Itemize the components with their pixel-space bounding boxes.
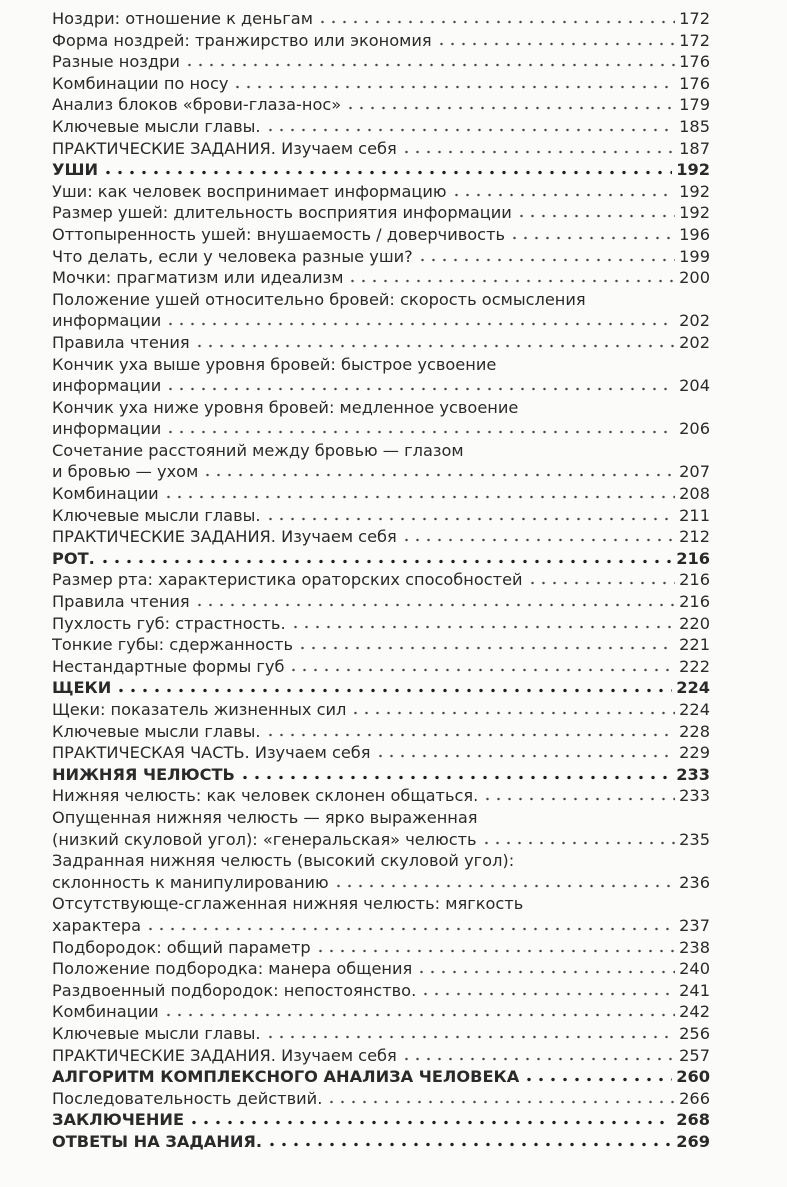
toc-page-number: 212	[679, 527, 710, 547]
toc-entry-title: Нижняя челюсть: как человек склонен общаться.	[52, 786, 479, 806]
dot-leader	[482, 797, 675, 801]
toc-entry-row	[52, 8, 710, 30]
toc-entry-title-line: Кончик уха выше уровня бровей: быстрое усвоение	[52, 354, 497, 374]
dot-leader	[163, 1013, 675, 1017]
toc-entry-row	[52, 591, 710, 613]
toc-entry-row	[52, 1045, 710, 1067]
toc-entry	[52, 958, 710, 980]
toc-entry-title-line: Положение ушей относительно бровей: скорость осмысления	[52, 289, 586, 309]
dot-leader	[416, 970, 675, 974]
dot-leader	[265, 128, 676, 132]
toc-page-number: 202	[679, 332, 710, 352]
toc-entry	[52, 591, 710, 613]
toc-entry-title: Щеки: показатель жизненных сил	[52, 700, 347, 719]
toc-entry-title: ЩЕКИ	[52, 678, 112, 698]
toc-entry-title: Оттопыренность ушей: внушаемость / доверчивость	[52, 224, 506, 244]
toc-entry-row	[52, 1088, 710, 1110]
toc-entry-title: Размер ушей: длительность восприятия информации	[52, 203, 512, 223]
dot-leader	[401, 150, 675, 154]
toc-entry-row	[52, 1066, 710, 1088]
toc-page-number: 238	[679, 937, 710, 957]
toc-entry-row	[52, 915, 710, 937]
toc-page-number: 257	[679, 1045, 710, 1065]
toc-page-number: 269	[676, 1131, 710, 1151]
toc-entry	[52, 30, 710, 52]
dot-leader	[451, 193, 676, 197]
toc-entry-title: Раздвоенный подбородок: непостоянство.	[52, 980, 417, 1000]
dot-leader	[115, 688, 672, 693]
dot-leader	[232, 85, 675, 89]
dot-leader	[516, 214, 675, 218]
dot-leader	[265, 733, 676, 737]
toc-page-number: 240	[679, 959, 710, 979]
toc-entry-row	[52, 332, 710, 354]
toc-entry-title: Комбинации по носу	[52, 73, 229, 93]
toc-page-number: 224	[676, 678, 710, 698]
dot-leader	[145, 927, 675, 931]
toc-chapter-heading	[52, 764, 710, 786]
toc-entry-row	[52, 375, 710, 397]
toc-entry-title: ОТВЕТЫ НА ЗАДАНИЯ.	[52, 1131, 263, 1151]
toc-entry-title: информации	[52, 311, 162, 331]
dot-leader	[527, 581, 676, 585]
toc-page-number: 233	[679, 786, 710, 806]
toc-chapter-heading	[52, 677, 710, 699]
toc-page-number: 260	[676, 1067, 710, 1087]
toc-entry-row	[52, 51, 710, 73]
toc-entry-title: Ключевые мысли главы.	[52, 505, 261, 525]
toc-entry-row	[52, 461, 710, 483]
toc-entry	[52, 656, 710, 678]
toc-page-number: 235	[679, 829, 710, 849]
toc-page-number: 220	[679, 613, 710, 633]
toc-entry	[52, 73, 710, 95]
toc-entry	[52, 202, 710, 224]
toc-entry-title-line: Сочетание расстояний между бровью — глазом	[52, 440, 464, 460]
toc-entry-title-line: Опущенная нижняя челюсть — ярко выраженная	[52, 807, 478, 827]
toc-entry-title: НИЖНЯЯ ЧЕЛЮСТЬ	[52, 764, 235, 784]
toc-entry-row	[52, 224, 710, 246]
toc-page-number: 202	[679, 311, 710, 331]
toc-entry-row	[52, 202, 710, 224]
toc-entry	[52, 721, 710, 743]
dot-leader	[165, 322, 675, 326]
dot-leader	[194, 603, 675, 607]
toc-entry	[52, 289, 710, 332]
toc-chapter-heading	[52, 1131, 710, 1153]
toc-entry-row	[52, 138, 710, 160]
toc-page-number: 192	[676, 160, 710, 180]
dot-leader	[317, 20, 675, 24]
toc-entry-row	[52, 742, 710, 764]
toc-entry-row	[52, 677, 710, 699]
toc-entry	[52, 526, 710, 548]
dot-leader	[288, 668, 675, 672]
toc-page-number: 236	[679, 872, 710, 892]
toc-page-number: 242	[679, 1002, 710, 1022]
toc-entry-row	[52, 310, 710, 332]
toc-entry	[52, 483, 710, 505]
toc-chapter-heading	[52, 159, 710, 181]
toc-entry	[52, 893, 710, 936]
toc-entry-row	[52, 159, 710, 181]
dot-leader	[163, 495, 675, 499]
toc-entry-row	[52, 764, 710, 786]
toc-entry	[52, 397, 710, 440]
dot-leader	[297, 646, 675, 650]
toc-entry-title: Пухлость губ: страстность.	[52, 613, 286, 633]
toc-entry-title: Ключевые мысли главы.	[52, 116, 261, 136]
dot-leader	[239, 775, 672, 780]
toc-entry-title: Ноздри: отношение к деньгам	[52, 9, 313, 28]
toc-entry	[52, 505, 710, 527]
dot-leader	[401, 538, 675, 542]
dot-leader	[375, 754, 676, 758]
toc-chapter-heading	[52, 548, 710, 570]
toc-page-number: 172	[679, 30, 710, 50]
toc-entry	[52, 51, 710, 73]
toc-page-number: 176	[679, 73, 710, 93]
toc-page-number: 241	[679, 980, 710, 1000]
toc-entry-title: Правила чтения	[52, 332, 190, 352]
toc-page-number: 229	[679, 743, 710, 763]
toc-entry-title: Что делать, если у человека разные уши?	[52, 246, 413, 266]
dot-leader	[184, 63, 675, 67]
toc-entry-row	[52, 246, 710, 268]
toc-entry-title: Разные ноздри	[52, 52, 180, 72]
toc-entry	[52, 850, 710, 893]
dot-leader	[509, 236, 675, 240]
toc-entry-title: Подбородок: общий параметр	[52, 937, 311, 957]
toc-entry-title: Форма ноздрей: транжирство или экономия	[52, 30, 432, 50]
toc-entry	[52, 742, 710, 764]
toc-entry-row	[52, 548, 710, 570]
toc-entry-row	[52, 613, 710, 635]
toc-entry-title: ПРАКТИЧЕСКИЕ ЗАДАНИЯ. Изучаем себя	[52, 527, 397, 547]
dot-leader	[265, 517, 676, 521]
dot-leader	[202, 473, 675, 477]
toc-entry-title: и бровью — ухом	[52, 462, 199, 482]
toc-entry-title: Последовательность действий.	[52, 1088, 323, 1108]
toc-entry	[52, 267, 710, 289]
toc-entry-row	[52, 73, 710, 95]
toc-entry-row	[52, 980, 710, 1002]
toc-entry	[52, 181, 710, 203]
dot-leader	[266, 1142, 672, 1147]
toc-entry	[52, 1045, 710, 1067]
toc-entry	[52, 8, 710, 30]
toc-page-number: 228	[679, 721, 710, 741]
toc-page-number: 199	[679, 246, 710, 266]
dot-leader	[401, 1057, 675, 1061]
toc-chapter-heading	[52, 1109, 710, 1131]
toc-page-number: 192	[679, 203, 710, 223]
toc-page-number: 224	[679, 700, 710, 719]
toc-entry	[52, 569, 710, 591]
toc-entry-title: Комбинации	[52, 1002, 159, 1022]
toc-entry	[52, 224, 710, 246]
toc-entry-row	[52, 634, 710, 656]
toc-entry-title: (низкий скуловой угол): «генеральская» челюсть	[52, 829, 477, 849]
toc-page-number: 211	[679, 505, 710, 525]
toc-page-number: 222	[679, 656, 710, 676]
toc-entry-title: характера	[52, 915, 142, 935]
toc-page-number: 187	[679, 138, 710, 158]
dot-leader	[523, 1077, 672, 1082]
toc-entry-row	[52, 418, 710, 440]
toc-entry	[52, 937, 710, 959]
toc-entry-row	[52, 1109, 710, 1131]
toc-entry-row	[52, 1131, 710, 1153]
toc-page-number: 192	[679, 181, 710, 201]
toc-entry	[52, 699, 710, 721]
toc-page-number: 179	[679, 95, 710, 115]
dot-leader	[265, 1035, 676, 1039]
dot-leader	[350, 711, 675, 715]
toc-entry-row	[52, 94, 710, 116]
toc-entry	[52, 332, 710, 354]
toc-page-number: 196	[679, 224, 710, 244]
dot-leader	[165, 387, 675, 391]
toc-entry-title: Размер рта: характеристика ораторских способностей	[52, 570, 523, 590]
toc-entry-row	[52, 30, 710, 52]
dot-leader	[188, 1120, 672, 1125]
toc-entry	[52, 807, 710, 850]
toc-entry-title: ПРАКТИЧЕСКИЕ ЗАДАНИЯ. Изучаем себя	[52, 1045, 397, 1065]
toc-entry-row	[52, 116, 710, 138]
dot-leader	[333, 884, 676, 888]
toc-entry-title: УШИ	[52, 160, 99, 180]
toc-entry	[52, 1088, 710, 1110]
toc-entry-row	[52, 937, 710, 959]
toc-entry	[52, 116, 710, 138]
toc-page-number: 176	[679, 52, 710, 72]
toc-entry-title: Комбинации	[52, 484, 159, 504]
toc-entry-row	[52, 829, 710, 851]
toc-chapter-heading	[52, 1066, 710, 1088]
toc-entry-title-line: Отсутствующе-сглаженная нижняя челюсть: мягкость	[52, 894, 524, 914]
toc-entry-title: ЗАКЛЮЧЕНИЕ	[52, 1110, 184, 1130]
toc-page-number: 204	[679, 376, 710, 396]
toc-entry-row	[52, 785, 710, 807]
toc-entry	[52, 980, 710, 1002]
dot-leader	[345, 106, 675, 110]
toc-entry-title: Тонкие губы: сдержанность	[52, 635, 293, 655]
toc-entry-title: ПРАКТИЧЕСКАЯ ЧАСТЬ. Изучаем себя	[52, 743, 371, 763]
dot-leader	[347, 279, 675, 283]
toc-entry-title-line: Задранная нижняя челюсть (высокий скуловой угол):	[52, 851, 515, 871]
toc-entry-row	[52, 721, 710, 743]
toc-page-number: 237	[679, 915, 710, 935]
toc-entry-row	[52, 483, 710, 505]
toc-entry-title: Ключевые мысли главы.	[52, 721, 261, 741]
dot-leader	[420, 992, 675, 996]
toc-entry-title: склонность к манипулированию	[52, 872, 329, 892]
dot-leader	[194, 344, 675, 348]
toc-entry-row	[52, 656, 710, 678]
toc-page-number: 172	[679, 9, 710, 28]
toc-entry-row	[52, 267, 710, 289]
dot-leader	[315, 949, 675, 953]
toc-page-number: 216	[679, 570, 710, 590]
dot-leader	[481, 841, 675, 845]
dot-leader	[417, 258, 675, 262]
toc-page-number: 268	[676, 1110, 710, 1130]
toc-page-number: 208	[679, 484, 710, 504]
toc-entry-row	[52, 1001, 710, 1023]
toc-entry-title: информации	[52, 376, 162, 396]
toc-entry	[52, 785, 710, 807]
toc-entry-title: АЛГОРИТМ КОМПЛЕКСНОГО АНАЛИЗА ЧЕЛОВЕКА	[52, 1067, 520, 1087]
toc-entry-title-line: Кончик уха ниже уровня бровей: медленное усвоение	[52, 397, 519, 417]
toc-entry-title: Ключевые мысли главы.	[52, 1023, 261, 1043]
toc-entry-row	[52, 958, 710, 980]
toc-entry	[52, 138, 710, 160]
toc-entry-title: Нестандартные формы губ	[52, 656, 285, 676]
toc-entry	[52, 354, 710, 397]
toc-page-number: 221	[679, 635, 710, 655]
toc-entry	[52, 440, 710, 483]
toc-page-number: 233	[676, 764, 710, 784]
toc-entry-row	[52, 872, 710, 894]
toc-entry-title: Уши: как человек воспринимает информацию	[52, 181, 447, 201]
toc-entry-title: Правила чтения	[52, 592, 190, 612]
toc-page-number: 256	[679, 1023, 710, 1043]
toc-entry-row	[52, 569, 710, 591]
toc-page-number: 216	[679, 592, 710, 612]
toc-entry	[52, 94, 710, 116]
toc-entry-row	[52, 526, 710, 548]
toc-entry-title: ПРАКТИЧЕСКИЕ ЗАДАНИЯ. Изучаем себя	[52, 138, 397, 158]
dot-leader	[99, 559, 672, 564]
toc-page-number: 206	[679, 419, 710, 439]
toc-entry-title: информации	[52, 419, 162, 439]
dot-leader	[165, 430, 675, 434]
dot-leader	[290, 625, 675, 629]
toc-entry-row	[52, 505, 710, 527]
toc-entry-row	[52, 181, 710, 203]
dot-leader	[102, 170, 672, 175]
toc-entry-title: РОТ.	[52, 548, 95, 568]
toc-entry	[52, 1001, 710, 1023]
toc-page-number: 216	[676, 548, 710, 568]
toc-entry-title: Положение подбородка: манера общения	[52, 959, 413, 979]
toc-entry-title: Анализ блоков «брови-глаза-нос»	[52, 95, 342, 115]
toc-entry-row	[52, 699, 710, 721]
toc-page-number: 266	[679, 1088, 710, 1108]
toc-entry-title: Мочки: прагматизм или идеализм	[52, 268, 344, 288]
toc-entry-row	[52, 1023, 710, 1045]
toc-page-number: 185	[679, 116, 710, 136]
toc-entry	[52, 613, 710, 635]
dot-leader	[436, 42, 676, 46]
toc-entry	[52, 634, 710, 656]
toc-page-number: 200	[679, 268, 710, 288]
table-of-contents	[52, 8, 710, 1152]
toc-page-number: 207	[679, 462, 710, 482]
toc-entry	[52, 246, 710, 268]
dot-leader	[326, 1100, 675, 1104]
toc-entry	[52, 1023, 710, 1045]
